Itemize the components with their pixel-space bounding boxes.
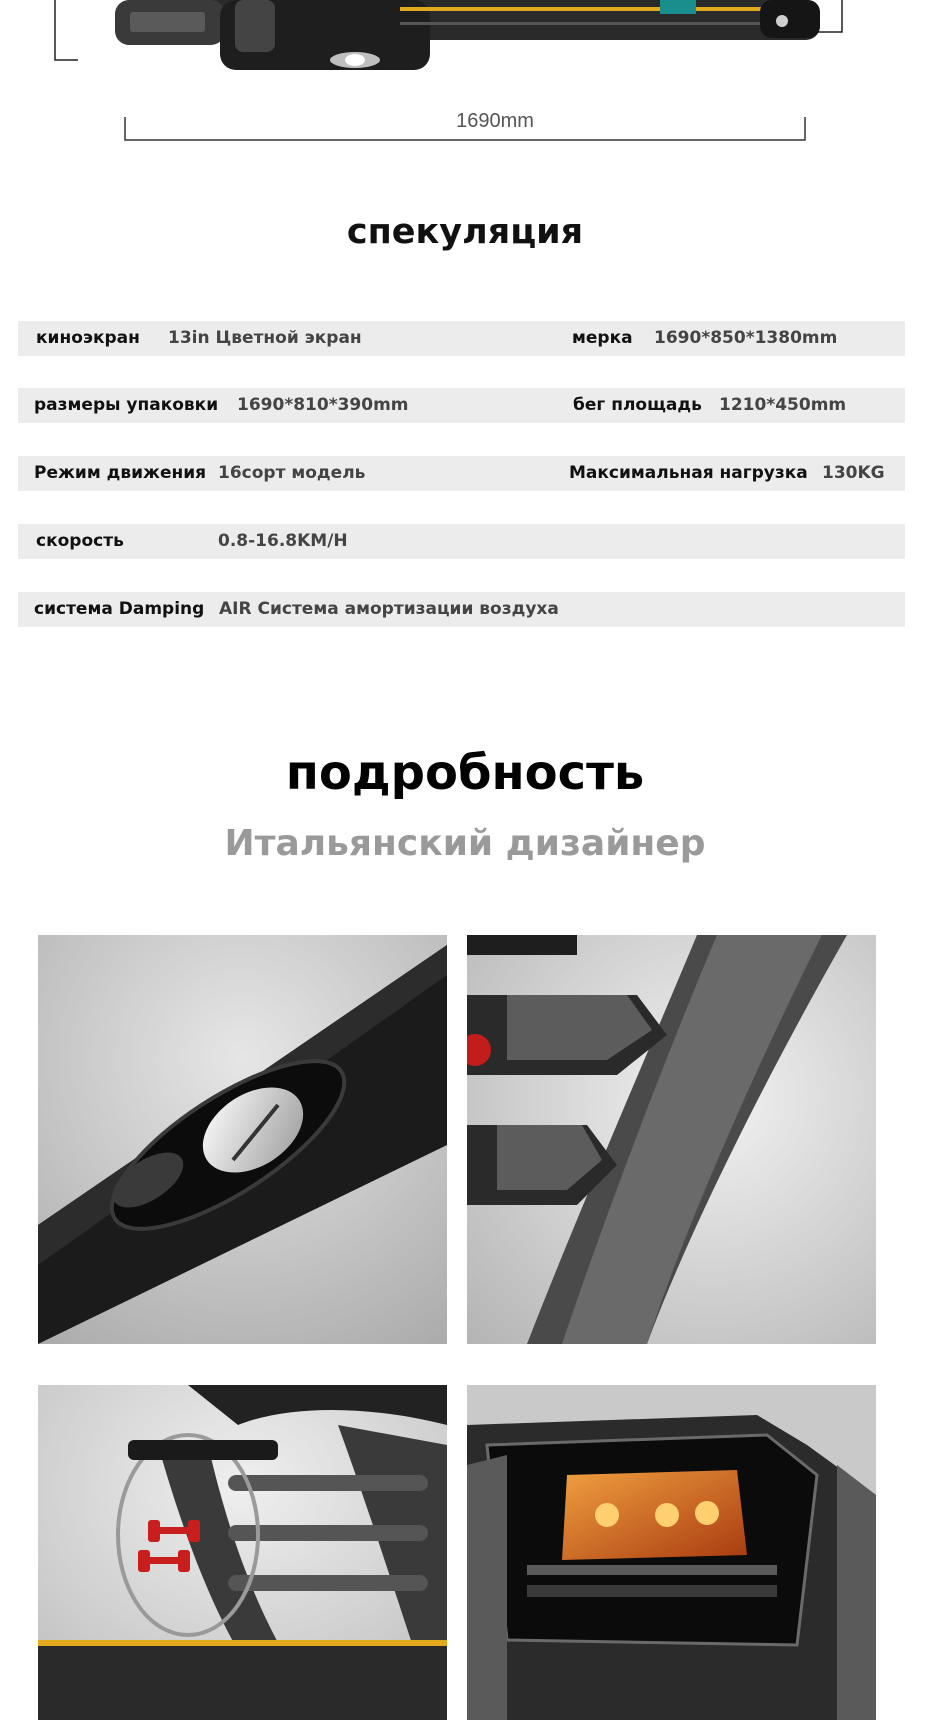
side-rail-photo — [467, 935, 876, 1344]
spec-value: 130KG — [822, 463, 885, 483]
spec-key: мерка — [572, 328, 633, 348]
spec-value: 1690*810*390mm — [237, 395, 409, 415]
spec-row — [18, 456, 905, 491]
spec-value: 1690*850*1380mm — [654, 328, 838, 348]
spec-row — [18, 321, 905, 356]
spec-row — [18, 592, 905, 627]
treadmill-top-view-figure — [0, 0, 930, 150]
spec-value: 1210*450mm — [719, 395, 847, 415]
spec-key: бег площадь — [573, 395, 702, 415]
console-screen-photo — [467, 1385, 876, 1720]
spec-key: Режим движения — [34, 463, 207, 483]
spec-row — [18, 388, 905, 423]
spec-value: AIR Система амортизации воздуха — [219, 599, 559, 619]
spec-value: 0.8-16.8KM/H — [218, 531, 348, 551]
spec-value: 16сорт модель — [218, 463, 366, 483]
spec-section-title: спекуляция — [346, 212, 584, 252]
width-dimension-label: 1690mm — [456, 110, 534, 132]
spec-value: 13in Цветной экран — [168, 328, 362, 348]
spec-row — [18, 524, 905, 559]
spec-key: Максимальная нагрузка — [569, 463, 808, 483]
dumbbell-rack-photo — [38, 1385, 447, 1720]
spec-key: скорость — [36, 531, 124, 551]
detail-section-title: подробность — [285, 745, 645, 801]
spec-key: размеры упаковки — [34, 395, 219, 415]
handrail-buttons-photo — [38, 935, 447, 1344]
spec-key: киноэкран — [36, 328, 140, 348]
detail-section-subtitle: Итальянский дизайнер — [224, 823, 706, 864]
spec-key: система Damping — [34, 599, 205, 619]
